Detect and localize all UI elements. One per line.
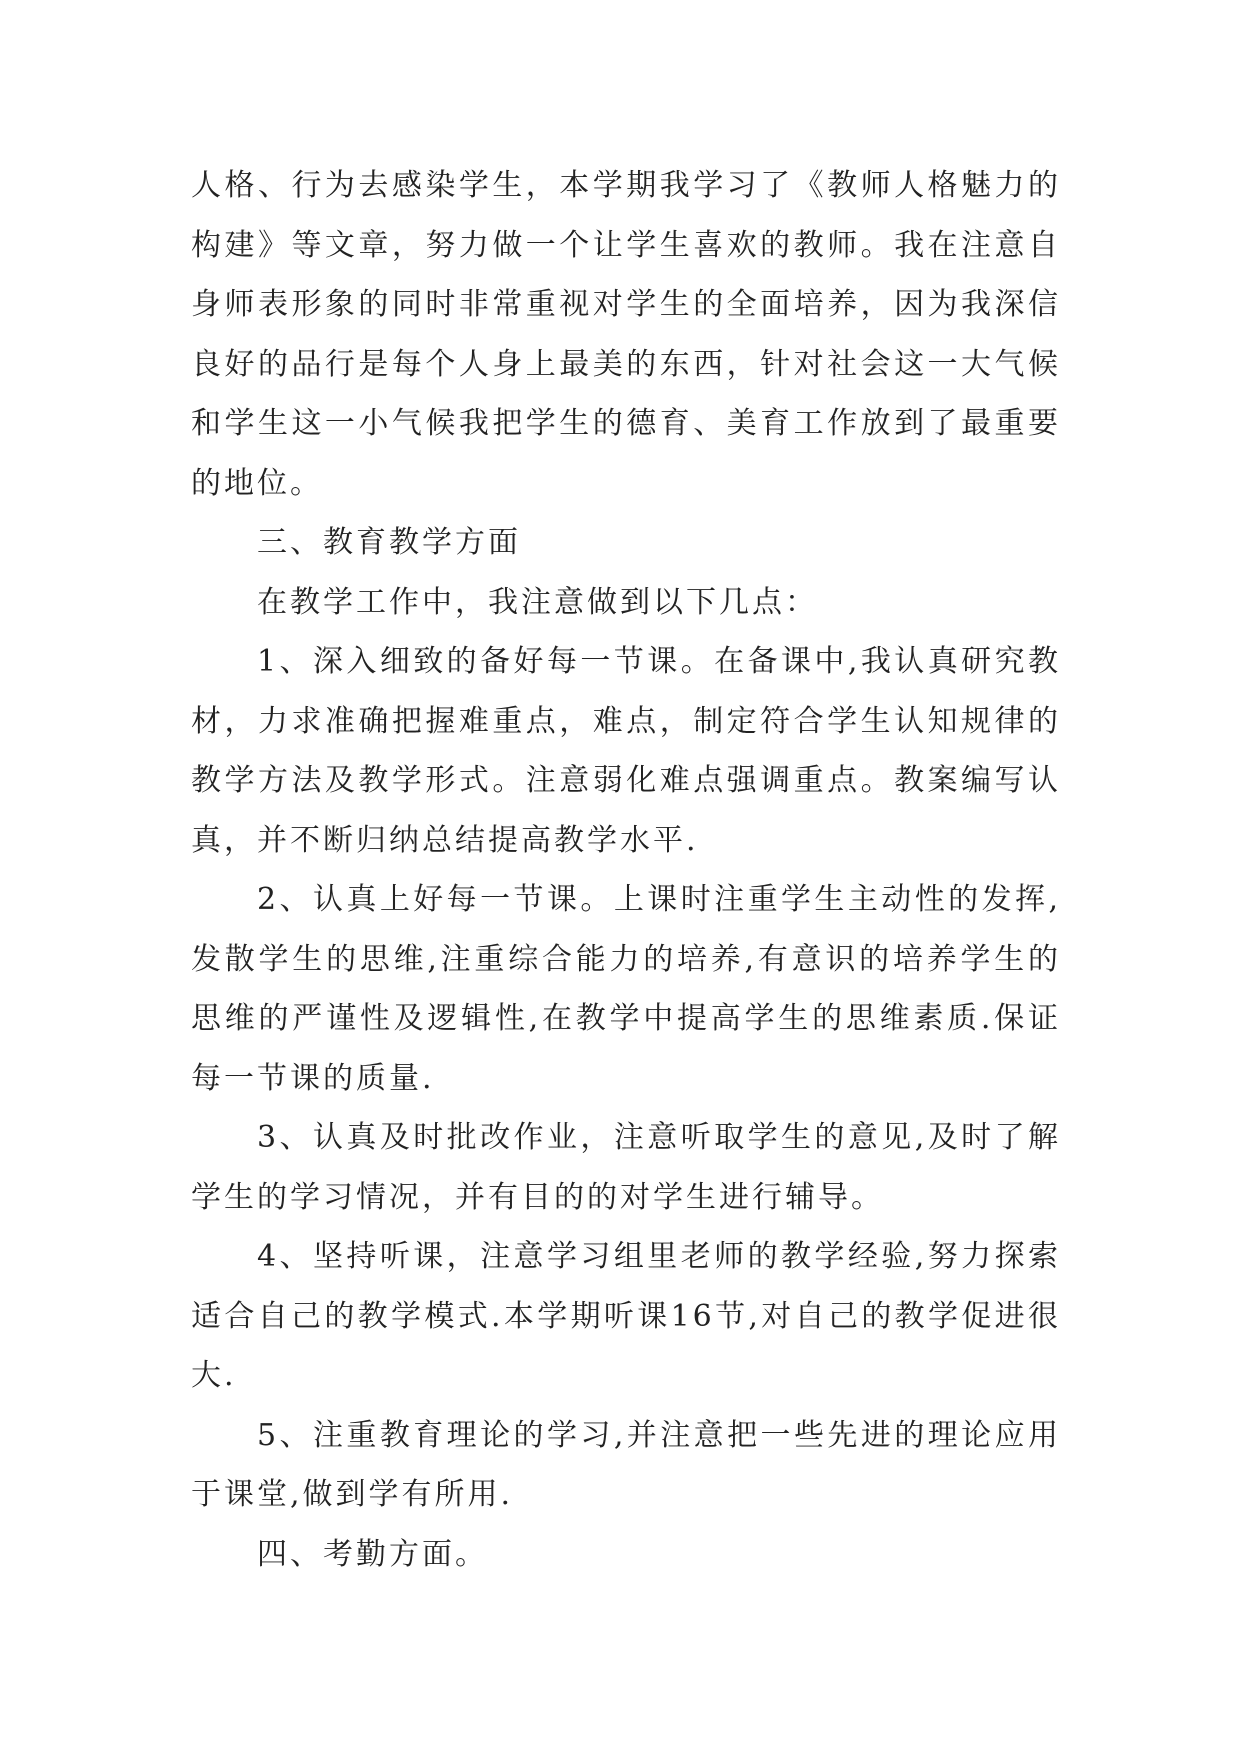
paragraph-1: 人格、行为去感染学生，本学期我学习了《教师人格魅力的构建》等文章，努力做一个让学生喜欢的教师。我在注意自身师表形象的同时非常重视对学生的全面培养，因为我深信良好的品行是每个人身上最美的东西，针对社会这一大气候和学生这一小气候我把学生的德育、美育工作放到了最重要的地位。 — [191, 168, 1061, 501]
list-item-5: 5、注重教育理论的学习,并注意把一些先进的理论应用于课堂,做到学有所用. — [191, 1417, 1061, 1512]
list-item-2: 2、认真上好每一节课。上课时注重学生主动性的发挥,发散学生的思维,注重综合能力的培养,有意识的培养学生的思维的严谨性及逻辑性,在教学中提高学生的思维素质.保证每一节课的质量. — [191, 882, 1061, 1096]
list-item-3: 3、认真及时批改作业，注意听取学生的意见,及时了解学生的学习情况，并有目的的对学生进行辅导。 — [191, 1120, 1061, 1215]
paragraph-2: 在教学工作中，我注意做到以下几点： — [257, 584, 818, 620]
list-item-1: 1、深入细致的备好每一节课。在备课中,我认真研究教材，力求准确把握难重点，难点，制定符合学生认知规律的教学方法及教学形式。注意弱化难点强调重点。教案编写认真，并不断归纳总结提高教学水平. — [191, 644, 1061, 858]
section-heading-teaching: 三、教育教学方面 — [257, 525, 521, 560]
list-item-4: 4、坚持听课，注意学习组里老师的教学经验,努力探索适合自己的教学模式.本学期听课16节,对自己的教学促进很大. — [191, 1239, 1061, 1393]
section-heading-attendance: 四、考勤方面。 — [257, 1536, 488, 1572]
document-body — [191, 156, 1061, 1584]
